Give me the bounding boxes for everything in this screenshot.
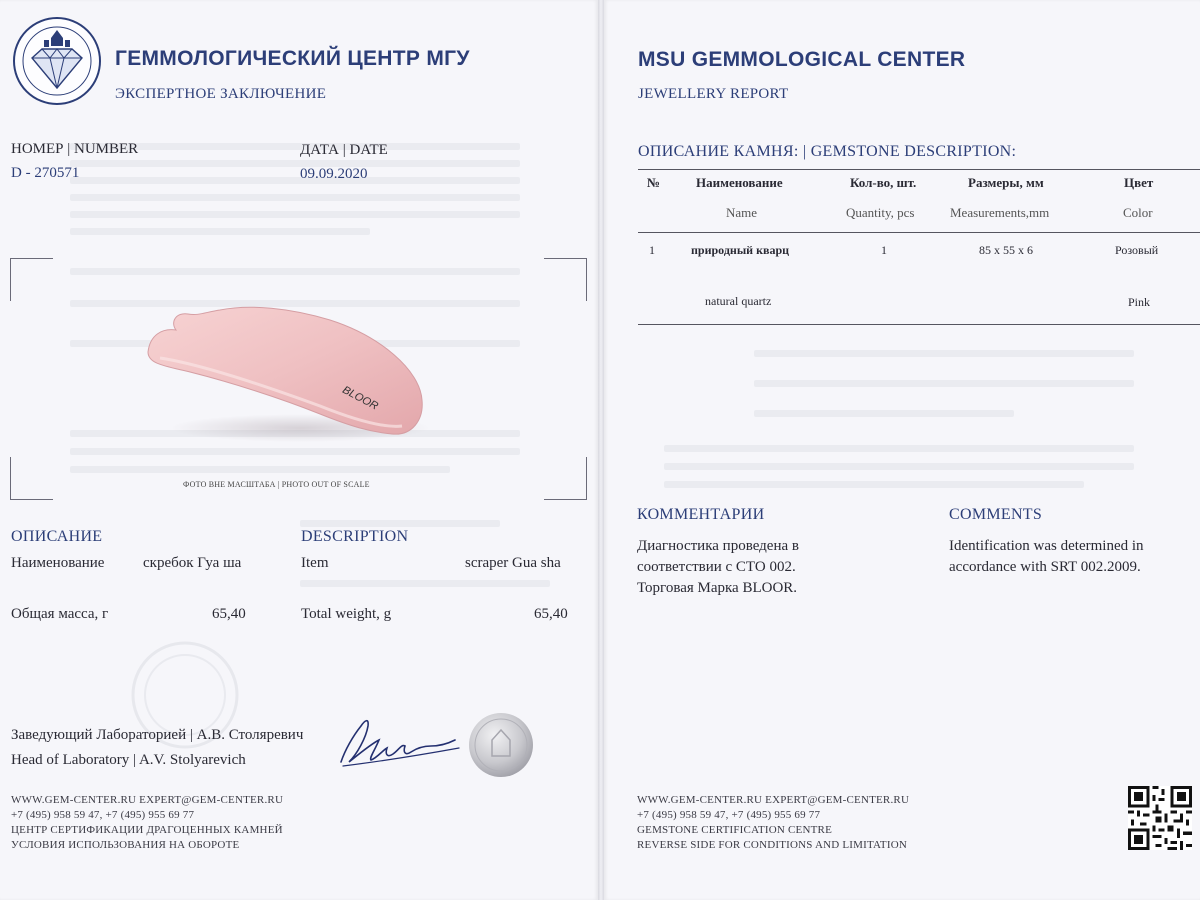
table-bottom-rule [638, 324, 1200, 325]
description-heading-ru: ОПИСАНИЕ [11, 528, 103, 545]
col-header-color-ru: Цвет [1124, 175, 1154, 190]
footer-conditions: REVERSE SIDE FOR CONDITIONS AND LIMITATION [637, 839, 907, 851]
watermark-line [70, 211, 520, 218]
gemstone-table-heading: ОПИСАНИЕ КАМНЯ: | GEMSTONE DESCRIPTION: [638, 143, 1017, 160]
org-title-ru: ГЕММОЛОГИЧЕСКИЙ ЦЕНТР МГУ [115, 47, 470, 70]
photo-frame-corner [544, 258, 587, 301]
comments-line-en: Identification was determined in [949, 538, 1144, 554]
footer-conditions: УСЛОВИЯ ИСПОЛЬЗОВАНИЯ НА ОБОРОТЕ [11, 839, 240, 851]
watermark-line [754, 380, 1134, 387]
table-header-rule [638, 232, 1200, 233]
description-heading-en: DESCRIPTION [301, 528, 409, 545]
col-header-num: № [647, 175, 661, 190]
photo-frame-corner [544, 457, 587, 500]
watermark-line [664, 463, 1134, 470]
left-footer [11, 793, 283, 853]
handwritten-signature [335, 710, 465, 772]
number-value: D - 270571 [11, 165, 80, 181]
watermark-line [70, 466, 450, 473]
photo-frame-corner [10, 258, 53, 301]
comments-line-en: accordance with SRT 002.2009. [949, 559, 1141, 575]
weight-value-en: 65,40 [534, 606, 568, 622]
col-header-name-ru: Наименование [696, 175, 783, 190]
table-top-rule [638, 169, 1200, 170]
number-label: НОМЕР | NUMBER [11, 141, 139, 157]
weight-label-ru: Общая масса, г [11, 606, 109, 622]
weight-value-ru: 65,40 [212, 606, 246, 622]
rose-quartz-gua-sha-photo [140, 300, 440, 450]
report-type-ru: ЭКСПЕРТНОЕ ЗАКЛЮЧЕНИЕ [115, 86, 327, 102]
watermark-line [70, 177, 520, 184]
col-header-size-ru: Размеры, мм [968, 175, 1044, 190]
watermark-line [70, 160, 520, 167]
col-header-qty-ru: Кол-во, шт. [850, 175, 917, 190]
item-label-en: Item [301, 555, 329, 571]
watermark-line [70, 194, 520, 201]
stone-engraving: BLOOR [340, 384, 381, 413]
footer-phones: +7 (495) 958 59 47, +7 (495) 955 69 77 [637, 809, 821, 821]
watermark-line [70, 228, 370, 235]
col-header-name-en: Name [726, 205, 758, 220]
watermark-line [300, 580, 550, 587]
photo-caption: ФОТО ВНЕ МАСШТАБА | PHOTO OUT OF SCALE [183, 480, 370, 489]
footer-web-email: WWW.GEM-CENTER.RU EXPERT@GEM-CENTER.RU [11, 794, 284, 806]
head-of-lab-ru: Заведующий Лабораторией | А.В. Столяревич [11, 727, 304, 743]
col-header-qty-en: Quantity, pcs [846, 205, 915, 220]
watermark-line [754, 350, 1134, 357]
comments-text-ru [637, 536, 799, 599]
watermark-line [300, 520, 500, 527]
row-num: 1 [649, 243, 655, 257]
row-name-en: natural quartz [705, 294, 772, 308]
comments-heading-en: COMMENTS [949, 506, 1043, 523]
footer-web-email: WWW.GEM-CENTER.RU EXPERT@GEM-CENTER.RU [637, 794, 910, 806]
footer-centre-name: GEMSTONE CERTIFICATION CENTRE [637, 824, 832, 836]
item-label-ru: Наименование [11, 555, 105, 571]
footer-phones: +7 (495) 958 59 47, +7 (495) 955 69 77 [11, 809, 195, 821]
org-title-en: MSU GEMMOLOGICAL CENTER [638, 48, 966, 71]
photo-frame-corner [10, 457, 53, 500]
date-label: ДАТА | DATE [300, 142, 388, 158]
comments-line-ru: Диагностика проведена в [637, 538, 799, 554]
watermark-line [754, 410, 1014, 417]
row-color-en: Pink [1128, 295, 1151, 309]
row-name-ru: природный кварц [691, 243, 790, 257]
watermark-line [664, 445, 1134, 452]
qr-code-icon[interactable] [1128, 786, 1192, 850]
row-qty: 1 [881, 243, 887, 257]
watermark-line [70, 268, 520, 275]
watermark-line [664, 481, 1084, 488]
weight-label-en: Total weight, g [301, 606, 392, 622]
embossed-seal-icon [468, 712, 534, 778]
comments-line-ru: Торговая Марка BLOOR. [637, 580, 798, 596]
comments-line-ru: соответствии с СТО 002. [637, 559, 796, 575]
col-header-size-en: Measurements,mm [950, 205, 1050, 220]
item-value-en: scraper Gua sha [465, 555, 561, 571]
footer-centre-name: ЦЕНТР СЕРТИФИКАЦИИ ДРАГОЦЕННЫХ КАМНЕЙ [11, 824, 283, 836]
head-of-lab-en: Head of Laboratory | A.V. Stolyarevich [11, 752, 246, 768]
comments-heading-ru: КОММЕНТАРИИ [637, 506, 765, 523]
item-value-ru: скребок Гуа ша [143, 555, 242, 571]
left-page [0, 0, 598, 900]
right-page [604, 0, 1200, 900]
date-value: 09.09.2020 [300, 166, 368, 182]
row-color-ru: Розовый [1115, 243, 1159, 257]
col-header-color-en: Color [1123, 205, 1153, 220]
right-footer [637, 793, 909, 853]
comments-text-en [949, 536, 1144, 578]
msu-diamond-logo-icon [12, 16, 102, 106]
row-size: 85 x 55 x 6 [979, 243, 1033, 257]
report-type-en: JEWELLERY REPORT [638, 86, 789, 102]
